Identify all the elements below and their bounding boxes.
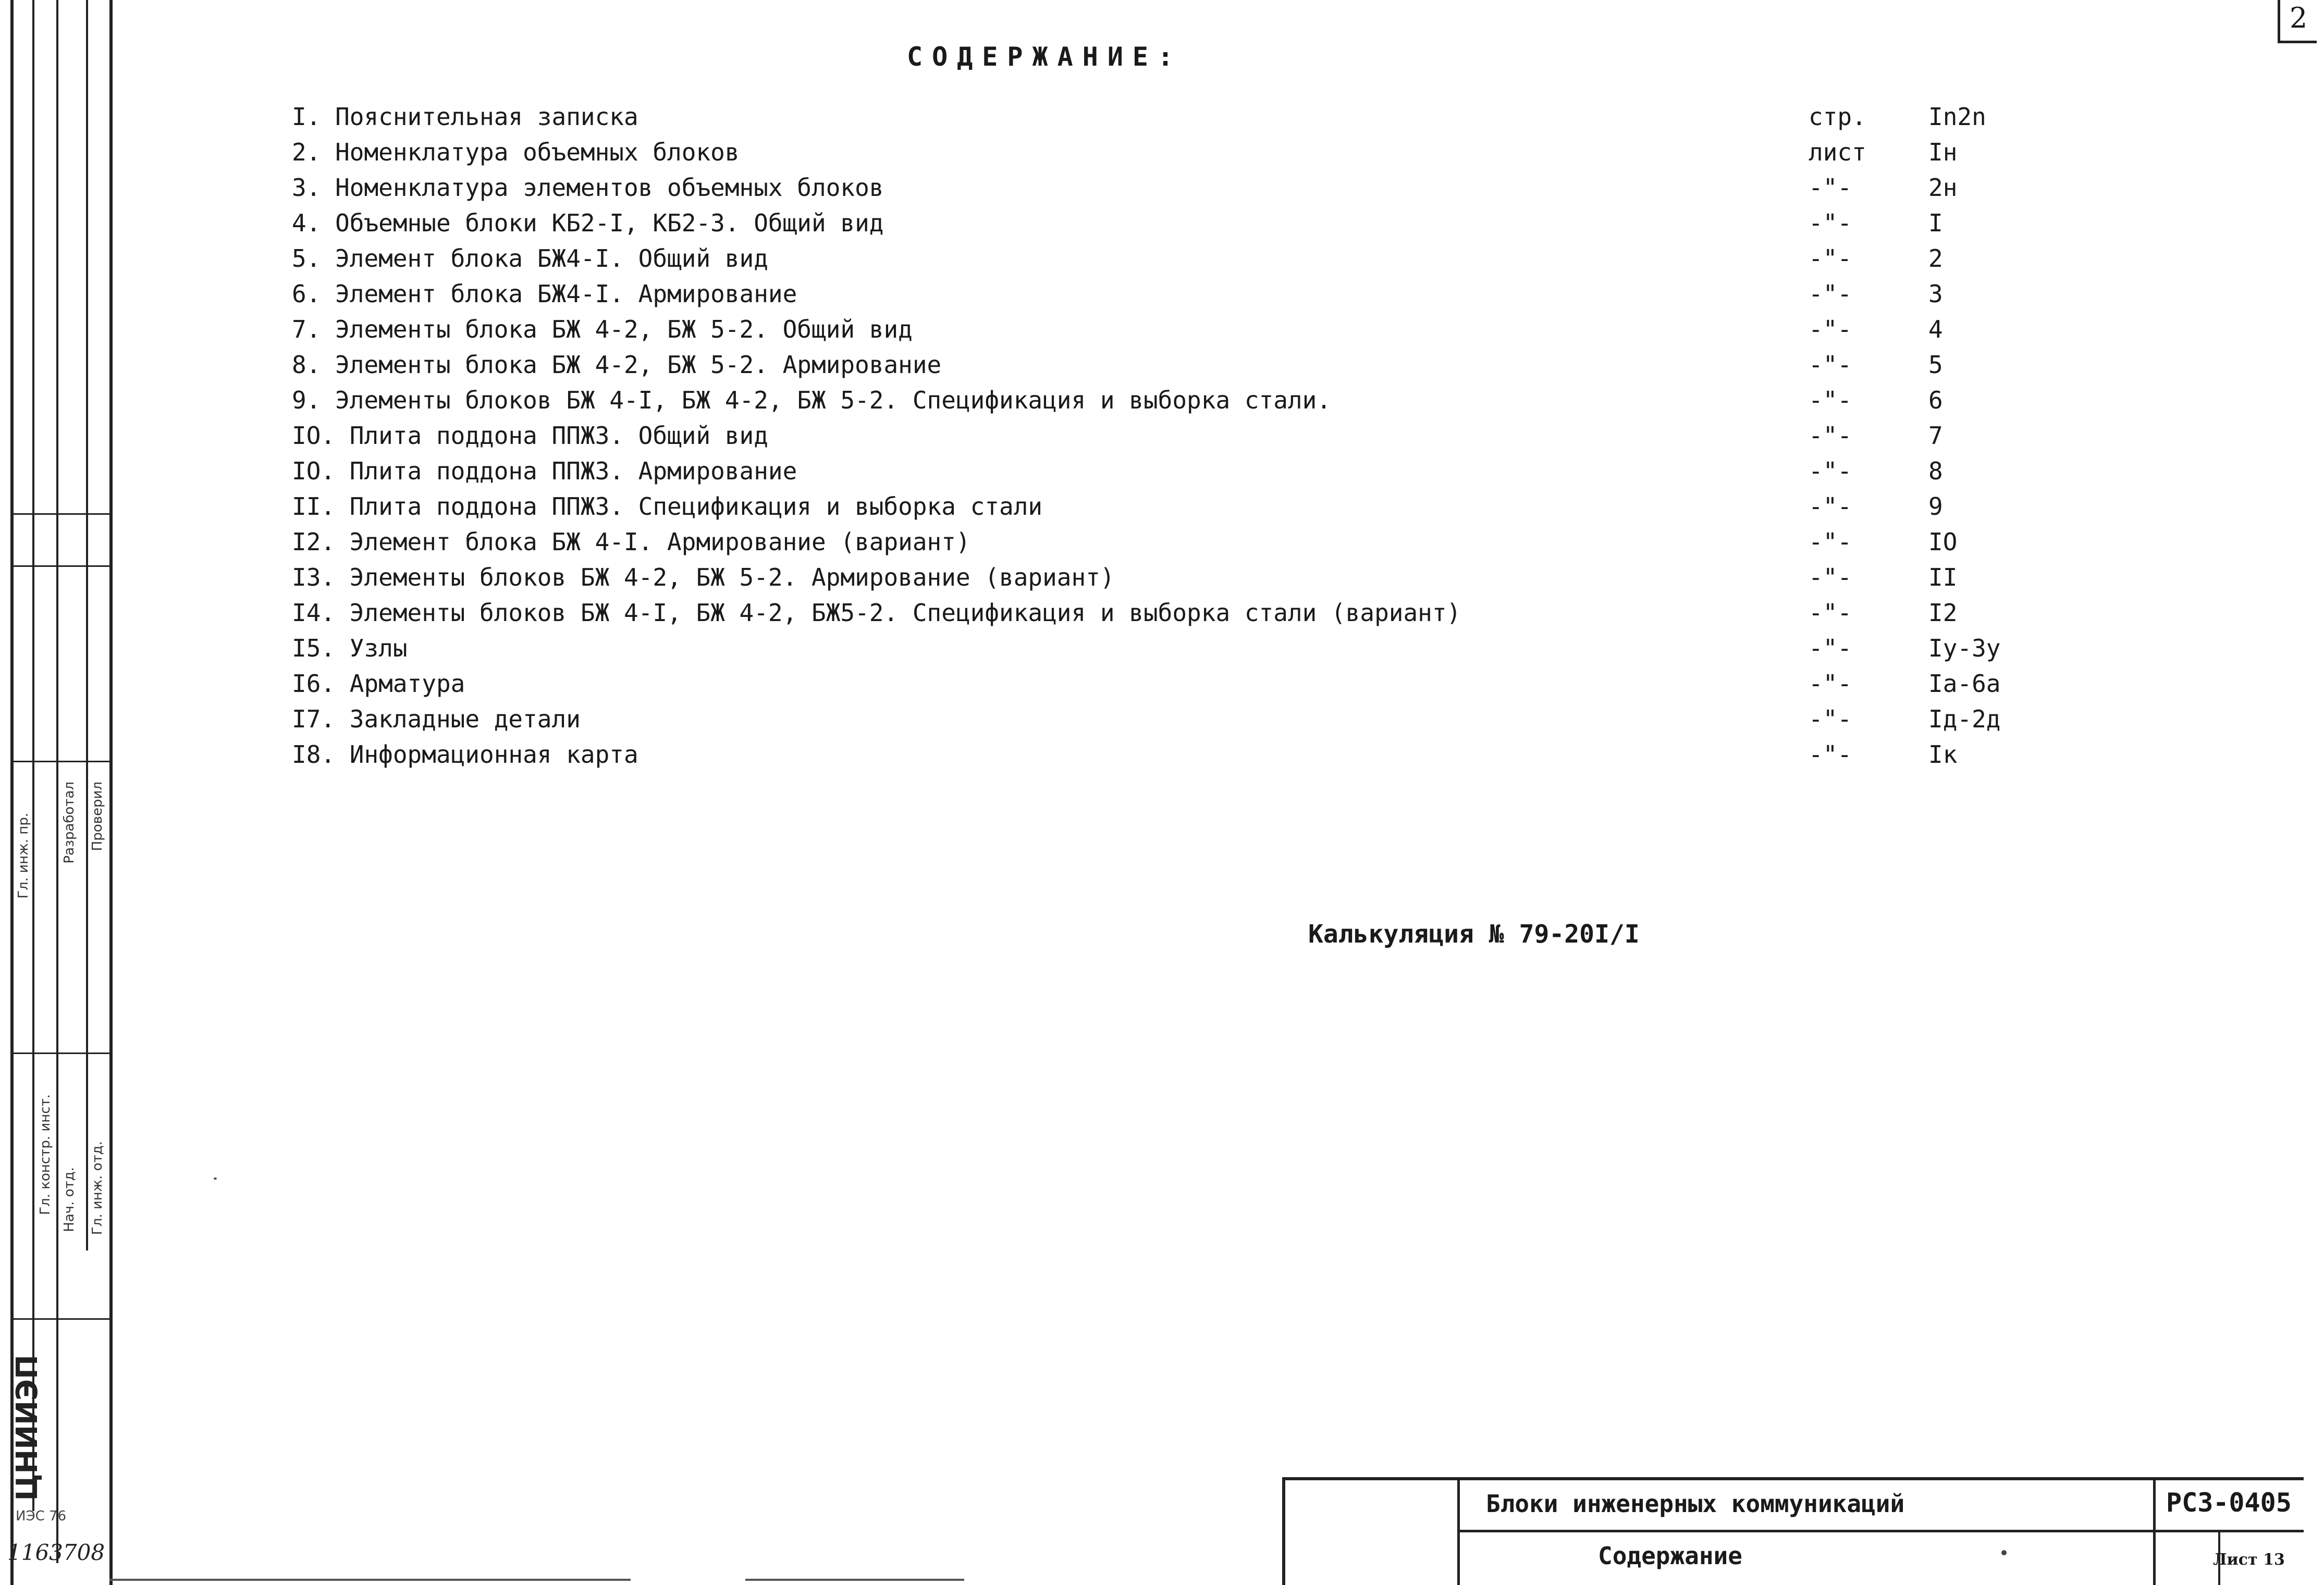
toc-entry-page: In2n bbox=[1928, 103, 1986, 131]
toc-row bbox=[292, 666, 2064, 701]
toc-list bbox=[292, 99, 2064, 772]
toc-entry-kind: -"- bbox=[1809, 740, 1852, 769]
margin-line-5 bbox=[109, 0, 113, 1585]
margin-label-developed: Разработал bbox=[62, 782, 77, 864]
toc-entry-page: Iу-3у bbox=[1928, 634, 2001, 662]
margin-label-chief-constructor: Гл. констр. инст. bbox=[38, 1094, 53, 1215]
stamp-document-name: Содержание bbox=[1598, 1542, 1742, 1570]
margin-hline-3 bbox=[10, 761, 109, 762]
toc-entry-title: I. Пояснительная записка bbox=[292, 103, 638, 131]
toc-entry-title: 8. Элементы блока БЖ 4-2, БЖ 5-2. Армирование bbox=[292, 351, 942, 379]
margin-line-4 bbox=[86, 0, 88, 1250]
margin-inventory-no: 1163708 bbox=[7, 1540, 105, 1565]
toc-entry-page: I bbox=[1928, 209, 1943, 237]
toc-entry-title: 5. Элемент блока БЖ4-I. Общий вид bbox=[292, 244, 768, 273]
toc-entry-title: I3. Элементы блоков БЖ 4-2, БЖ 5-2. Армирование (вариант) bbox=[292, 563, 1115, 591]
toc-entry-title: I2. Элемент блока БЖ 4-I. Армирование (вариант) bbox=[292, 528, 970, 556]
margin-label-chief-spec: Гл. инж. отд. bbox=[90, 1141, 105, 1235]
toc-entry-page: Iд-2д bbox=[1928, 705, 2001, 733]
toc-entry-kind: -"- bbox=[1809, 174, 1852, 202]
toc-entry-kind: -"- bbox=[1809, 315, 1852, 343]
toc-row bbox=[292, 347, 2064, 382]
toc-entry-title: 2. Номенклатура объемных блоков bbox=[292, 138, 740, 166]
toc-entry-kind: -"- bbox=[1809, 386, 1852, 414]
toc-row bbox=[292, 134, 2064, 170]
toc-entry-page: 3 bbox=[1928, 280, 1943, 308]
toc-entry-kind: -"- bbox=[1809, 563, 1852, 591]
toc-row bbox=[292, 595, 2064, 630]
margin-hline-4 bbox=[10, 1052, 109, 1054]
toc-entry-page: 4 bbox=[1928, 315, 1943, 343]
toc-entry-title: 4. Объемные блоки КБ2-I, КБ2-3. Общий вид bbox=[292, 209, 884, 237]
title-block bbox=[1282, 1477, 2304, 1585]
toc-row bbox=[292, 205, 2064, 241]
margin-label-chief-engineer: Гл. инж. пр. bbox=[16, 813, 31, 899]
margin-hline-1 bbox=[10, 513, 109, 515]
margin-hline-5 bbox=[10, 1318, 109, 1320]
stamp-document-code: РС3-0405 bbox=[2166, 1488, 2292, 1518]
toc-entry-page: 8 bbox=[1928, 457, 1943, 485]
toc-entry-title: 6. Элемент блока БЖ4-I. Армирование bbox=[292, 280, 797, 308]
toc-entry-kind: -"- bbox=[1809, 209, 1852, 237]
margin-line-1 bbox=[10, 0, 14, 1585]
margin-label-checked: Проверил bbox=[90, 782, 105, 851]
toc-row bbox=[292, 453, 2064, 489]
toc-entry-page: IO bbox=[1928, 528, 1958, 556]
toc-entry-title: IO. Плита поддона ППЖ3. Армирование bbox=[292, 457, 797, 485]
sheet-number-mark: 2 bbox=[2278, 0, 2317, 43]
scan-edge-line bbox=[109, 1579, 631, 1581]
toc-entry-kind: -"- bbox=[1809, 705, 1852, 733]
toc-entry-title: 9. Элементы блоков БЖ 4-I, БЖ 4-2, БЖ 5-2. Спецификация и выборка стали. bbox=[292, 386, 1331, 414]
toc-entry-title: II. Плита поддона ППЖ3. Спецификация и выборка стали bbox=[292, 492, 1043, 521]
toc-row bbox=[292, 701, 2064, 737]
calculation-number: Калькуляция № 79-20I/I bbox=[1308, 920, 1640, 949]
toc-entry-kind: -"- bbox=[1809, 280, 1852, 308]
title-block-divider bbox=[1457, 1480, 1460, 1585]
margin-archive-no: ИЭС 76 bbox=[16, 1508, 67, 1524]
stamp-organization: Блоки инженерных коммуникаций bbox=[1486, 1490, 1905, 1518]
scan-speck bbox=[2001, 1550, 2007, 1555]
toc-row bbox=[292, 560, 2064, 595]
toc-row bbox=[292, 241, 2064, 276]
toc-entry-title: 7. Элементы блока БЖ 4-2, БЖ 5-2. Общий вид bbox=[292, 315, 913, 343]
toc-row bbox=[292, 630, 2064, 666]
toc-entry-kind: -"- bbox=[1809, 528, 1852, 556]
toc-row bbox=[292, 382, 2064, 418]
toc-entry-page: 2 bbox=[1928, 244, 1943, 273]
toc-entry-page: Iа-6а bbox=[1928, 670, 2001, 698]
title-block-separator bbox=[1457, 1530, 2304, 1532]
toc-entry-title: I5. Узлы bbox=[292, 634, 408, 662]
toc-entry-kind: -"- bbox=[1809, 457, 1852, 485]
toc-entry-page: II bbox=[1928, 563, 1958, 591]
toc-row bbox=[292, 737, 2064, 772]
title-block-divider bbox=[2153, 1480, 2156, 1585]
toc-entry-kind: -"- bbox=[1809, 351, 1852, 379]
toc-entry-kind: -"- bbox=[1809, 244, 1852, 273]
toc-entry-page: I2 bbox=[1928, 599, 1958, 627]
toc-entry-title: I8. Информационная карта bbox=[292, 740, 638, 769]
margin-label-dept-head: Нач. отд. bbox=[62, 1167, 77, 1232]
margin-line-2 bbox=[32, 0, 34, 1511]
toc-entry-page: 9 bbox=[1928, 492, 1943, 521]
scan-edge-line bbox=[745, 1579, 964, 1581]
toc-entry-page: 6 bbox=[1928, 386, 1943, 414]
toc-row bbox=[292, 524, 2064, 560]
toc-entry-page: 5 bbox=[1928, 351, 1943, 379]
margin-line-3 bbox=[56, 0, 58, 1563]
toc-entry-page: Iк bbox=[1928, 740, 1958, 769]
toc-entry-kind: -"- bbox=[1809, 670, 1852, 698]
toc-entry-title: I4. Элементы блоков БЖ 4-I, БЖ 4-2, БЖ5-2. Спецификация и выборка стали (вариант) bbox=[292, 599, 1461, 627]
margin-org-vertical: ЦНИИЭП bbox=[10, 1355, 44, 1501]
toc-entry-kind: -"- bbox=[1809, 492, 1852, 521]
toc-entry-kind: -"- bbox=[1809, 422, 1852, 450]
toc-row bbox=[292, 170, 2064, 205]
toc-row bbox=[292, 99, 2064, 134]
toc-row bbox=[292, 489, 2064, 524]
toc-entry-page: 7 bbox=[1928, 422, 1943, 450]
margin-hline-2 bbox=[10, 565, 109, 567]
toc-entry-kind: стр. bbox=[1809, 103, 1866, 131]
toc-row bbox=[292, 418, 2064, 453]
toc-entry-kind: лист bbox=[1809, 138, 1866, 166]
toc-entry-kind: -"- bbox=[1809, 634, 1852, 662]
scan-speck bbox=[214, 1178, 217, 1180]
page-title: СОДЕРЖАНИЕ: bbox=[907, 42, 1183, 72]
toc-entry-title: I6. Арматура bbox=[292, 670, 465, 698]
toc-row bbox=[292, 276, 2064, 312]
toc-entry-page: 2н bbox=[1928, 174, 1958, 202]
toc-row bbox=[292, 312, 2064, 347]
toc-entry-kind: -"- bbox=[1809, 599, 1852, 627]
toc-entry-page: Iн bbox=[1928, 138, 1958, 166]
stamp-sheet-label: Лист 13 bbox=[2213, 1551, 2285, 1569]
toc-entry-title: IO. Плита поддона ППЖ3. Общий вид bbox=[292, 422, 768, 450]
toc-entry-title: I7. Закладные детали bbox=[292, 705, 581, 733]
toc-entry-title: 3. Номенклатура элементов объемных блоков bbox=[292, 174, 884, 202]
